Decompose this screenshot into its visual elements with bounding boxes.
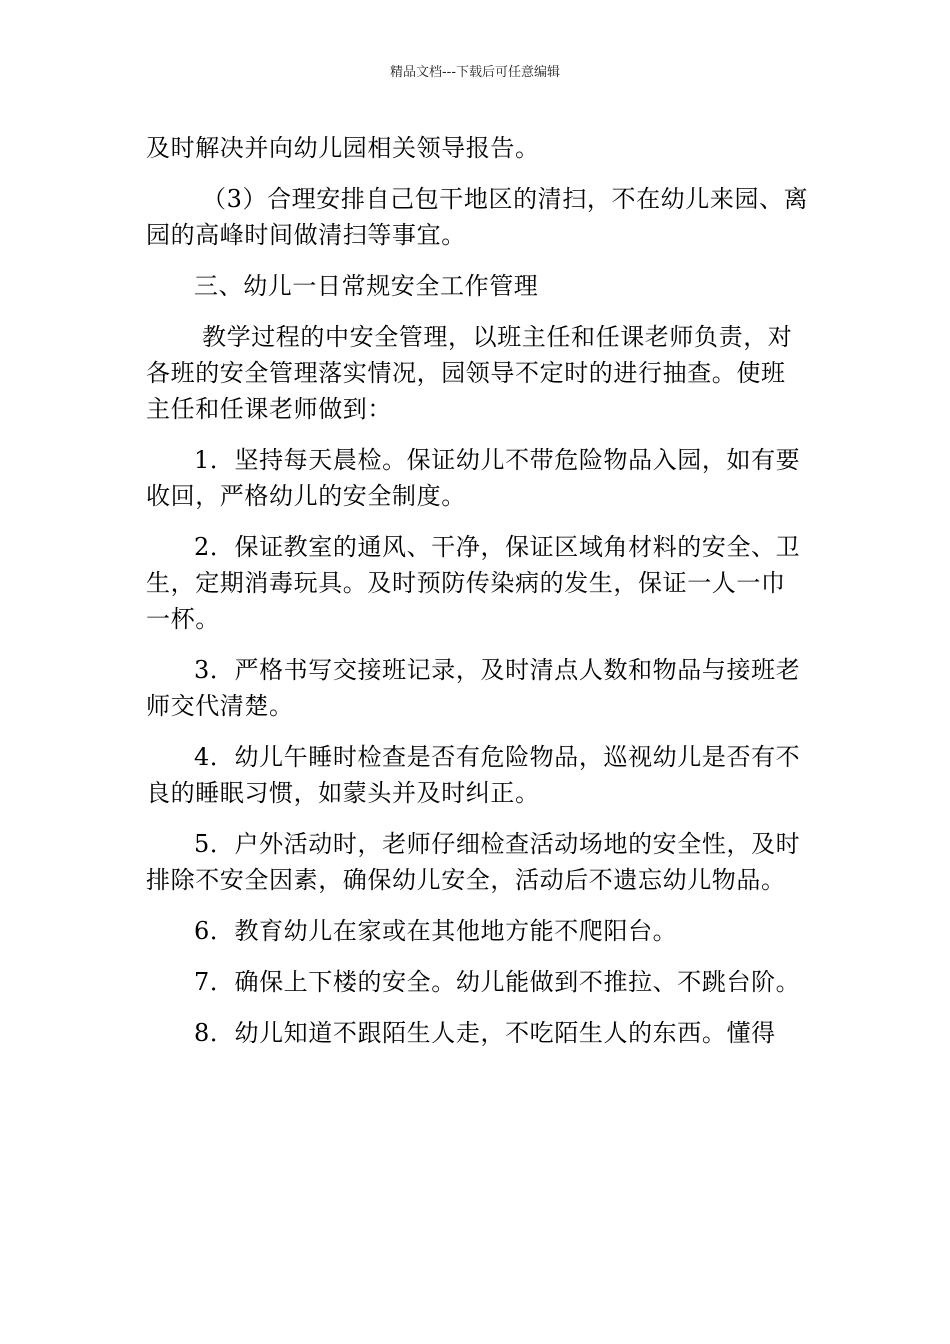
document-body <box>146 130 810 1066</box>
list-item-7: 7．确保上下楼的安全。幼儿能做到不推拉、不跳台阶。 <box>194 968 801 996</box>
list-item-5: 5．户外活动时，老师仔细检查活动场地的安全性，及时排除不安全因素，确保幼儿安全，活动后不遗忘幼儿物品。 <box>146 830 801 894</box>
list-item-8: 8．幼儿知道不跟陌生人走，不吃陌生人的东西。懂得 <box>194 1019 776 1047</box>
list-item-3: 3．严格书写交接班记录，及时清点人数和物品与接班老师交代清楚。 <box>146 656 801 720</box>
section-heading: 三、幼儿一日常规安全工作管理 <box>194 272 539 300</box>
page-header: 精品文档---下载后可任意编辑 <box>389 65 561 80</box>
paragraph-continuation: 及时解决并向幼儿园相关领导报告。 <box>146 134 540 162</box>
list-item-1: 1．坚持每天晨检。保证幼儿不带危险物品入园，如有要收回，严格幼儿的安全制度。 <box>146 446 801 510</box>
list-item-2: 2．保证教室的通风、干净，保证区域角材料的安全、卫生，定期消毒玩具。及时预防传染病的发生，保证一人一巾一杯。 <box>146 533 801 633</box>
paragraph-intro: 教学过程的中安全管理，以班主任和任课老师负责，对各班的安全管理落实情况，园领导不定时的进行抽查。使班主任和任课老师做到： <box>146 323 793 423</box>
list-item-4: 4．幼儿午睡时检查是否有危险物品，巡视幼儿是否有不良的睡眠习惯，如蒙头并及时纠正。 <box>146 743 801 807</box>
paragraph-item-3: （3）合理安排自己包干地区的清扫，不在幼儿来园、离园的高峰时间做清扫等事宜。 <box>146 185 809 249</box>
list-item-6: 6．教育幼儿在家或在其他地方能不爬阳台。 <box>194 917 678 945</box>
